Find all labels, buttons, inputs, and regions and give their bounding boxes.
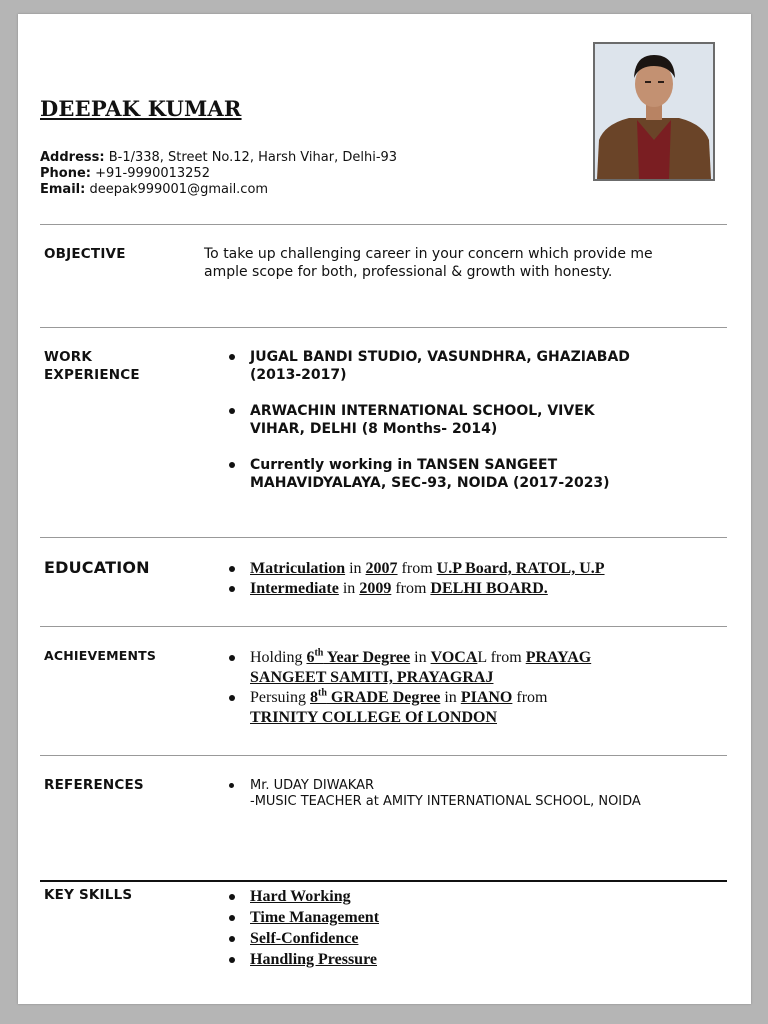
achievement-ordinal: th: [314, 647, 324, 659]
achievement-text: Holding: [250, 649, 307, 666]
divider: [40, 626, 727, 627]
achievements-list: [226, 648, 656, 728]
person-portrait-icon: [595, 44, 713, 179]
education-list: [226, 559, 605, 599]
phone-line: [40, 166, 397, 182]
resume-page: [18, 14, 751, 1004]
list-item: [226, 886, 379, 907]
list-item: [226, 928, 379, 949]
skill-label: Handling Pressure: [250, 951, 377, 968]
skill-label: Hard Working: [250, 888, 351, 905]
achievement-institution: PRAYAG SANGEET SAMITI, PRAYAGRAJ: [250, 649, 592, 686]
divider: [40, 224, 727, 225]
work-title-line2: EXPERIENCE: [44, 367, 140, 383]
education-board: DELHI BOARD.: [430, 580, 548, 597]
list-item: [226, 778, 670, 810]
reference-name: Mr. UDAY DIWAKAR: [250, 778, 374, 793]
work-experience-title: [44, 348, 140, 384]
work-list: [226, 348, 640, 510]
achievement-text: from: [486, 649, 526, 666]
education-year: 2007: [365, 560, 398, 577]
phone-value: +91-9990013252: [95, 166, 210, 181]
references-list: [226, 778, 670, 810]
education-board: U.P Board, RATOL, U.P: [436, 560, 605, 577]
email-value: deepak999001@gmail.com: [89, 182, 269, 197]
key-skills-title: KEY SKILLS: [44, 887, 133, 903]
list-item: [226, 648, 656, 688]
divider: [40, 880, 727, 882]
achievement-subject: PIANO: [460, 689, 513, 706]
achievements-title: ACHIEVEMENTS: [44, 648, 157, 663]
achievement-subject-rest: L: [477, 649, 487, 666]
achievement-degree: Year Degree: [323, 649, 411, 666]
achievement-text: in: [440, 689, 461, 706]
education-course: Matriculation: [250, 560, 346, 577]
list-item: [226, 949, 379, 970]
objective-text: To take up challenging career in your concern which provide me ample scope for both, professional & growth with honesty.: [204, 246, 653, 280]
address-line: [40, 150, 397, 166]
achievement-number: 6: [306, 649, 315, 666]
address-value: B-1/338, Street No.12, Harsh Vihar, Delhi-93: [108, 150, 398, 165]
list-item: [226, 907, 379, 928]
profile-photo: [593, 42, 715, 181]
reference-title: -MUSIC TEACHER at AMITY INTERNATIONAL SCHOOL, NOIDA: [250, 794, 641, 809]
education-connector: in: [345, 560, 366, 577]
education-course: Intermediate: [250, 580, 339, 597]
objective-title: OBJECTIVE: [44, 246, 126, 262]
education-year: 2009: [359, 580, 392, 597]
contact-block: [40, 150, 397, 198]
achievement-text: Persuing: [250, 689, 310, 706]
achievement-text: in: [410, 649, 431, 666]
achievement-institution: TRINITY COLLEGE Of LONDON: [250, 709, 497, 726]
achievement-text: from: [512, 689, 548, 706]
achievement-subject: VOCA: [430, 649, 478, 666]
list-item: [226, 688, 656, 728]
list-item: Currently working in TANSEN SANGEET MAHAVIDYALAYA, SEC-93, NOIDA (2017-2023): [226, 456, 640, 492]
education-connector: from: [397, 560, 437, 577]
skill-label: Self-Confidence: [250, 930, 359, 947]
work-title-line1: WORK: [44, 349, 93, 365]
achievement-number: 8: [310, 689, 318, 706]
achievement-degree: GRADE Degree: [326, 689, 441, 706]
divider: [40, 327, 727, 328]
education-connector: in: [338, 580, 360, 597]
skills-list: [226, 886, 379, 970]
achievement-ordinal: th: [318, 687, 327, 699]
skill-label: Time Management: [250, 909, 380, 926]
list-item: [226, 559, 605, 579]
education-title: EDUCATION: [44, 558, 150, 577]
address-label: Address:: [40, 150, 105, 165]
divider: [40, 537, 727, 538]
references-title: REFERENCES: [44, 777, 144, 793]
phone-label: Phone:: [40, 166, 91, 181]
candidate-name: DEEPAK KUMAR: [40, 96, 242, 121]
education-connector: from: [391, 580, 431, 597]
email-line: [40, 182, 397, 198]
list-item: JUGAL BANDI STUDIO, VASUNDHRA, GHAZIABAD (2013-2017): [226, 348, 640, 384]
email-label: Email:: [40, 182, 86, 197]
divider: [40, 755, 727, 756]
list-item: ARWACHIN INTERNATIONAL SCHOOL, VIVEK VIHAR, DELHI (8 Months- 2014): [226, 402, 640, 438]
list-item: [226, 579, 605, 599]
